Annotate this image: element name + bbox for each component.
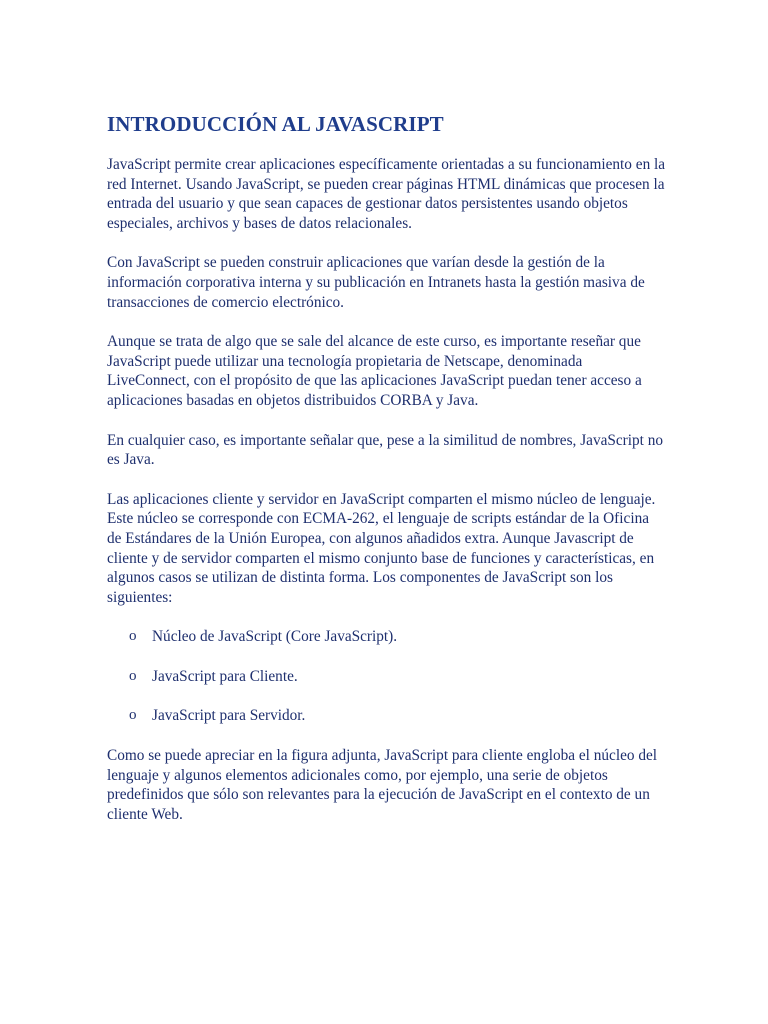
bullet-marker-icon: o xyxy=(129,667,137,684)
paragraph-applications: Con JavaScript se pueden construir aplicaciones que varían desde la gestión de la información corporativa interna y su publicación en Intranets hasta la gestión masiva de transacciones de comercio electrónico. xyxy=(107,254,645,311)
document-content xyxy=(107,110,667,844)
list-item-text: JavaScript para Cliente. xyxy=(152,667,298,685)
paragraph-intro: JavaScript permite crear aplicaciones específicamente orientadas a su funcionamiento en la red Internet. Usando JavaScript, se pueden crear páginas HTML dinámicas que procesen la entrada del usuario y que sean capaces de gestionar datos persistentes usando objetos especiales, archivos y bases de datos relacionales. xyxy=(107,156,666,232)
bullet-marker-icon: o xyxy=(129,707,137,724)
components-list xyxy=(107,627,667,726)
list-item-text: Núcleo de JavaScript (Core JavaScript). xyxy=(152,628,398,646)
list-item xyxy=(107,667,667,687)
list-item-text: JavaScript para Servidor. xyxy=(152,707,306,725)
paragraph-client: Como se puede apreciar en la figura adjunta, JavaScript para cliente engloba el núcleo del lenguaje y algunos elementos adicionales como, por ejemplo, una serie de objetos predefinidos que sólo son relevantes para la ejecución de JavaScript en el contexto de un cliente Web. xyxy=(107,747,658,823)
paragraph-not-java: En cualquier caso, es importante señalar que, pese a la similitud de nombres, JavaScript no es Java. xyxy=(107,431,664,469)
page-title: INTRODUCCIÓN AL JAVASCRIPT xyxy=(107,112,444,136)
paragraph-liveconnect: Aunque se trata de algo que se sale del alcance de este curso, es importante reseñar que JavaScript puede utilizar una tecnología propietaria de Netscape, denominada LiveConnect, con el propósito de que las aplicaciones JavaScript puedan tener acceso a aplicaciones basadas en objetos distribuidos CORBA y Java. xyxy=(107,333,642,409)
list-item xyxy=(107,627,667,647)
paragraph-components: Las aplicaciones cliente y servidor en JavaScript comparten el mismo núcleo de lenguaje. Este núcleo se corresponde con ECMA-262, el lenguaje de scripts estándar de la Oficina de Estándares de la Unión Europea, con algunos añadidos extra. Aunque Javascript de cliente y de servidor comparten el mismo conjunto base de funciones y características, en algunos casos se utilizan de distinta forma. Los componentes de JavaScript son los siguientes: xyxy=(107,490,656,606)
bullet-marker-icon: o xyxy=(129,628,137,645)
list-item xyxy=(107,706,667,726)
